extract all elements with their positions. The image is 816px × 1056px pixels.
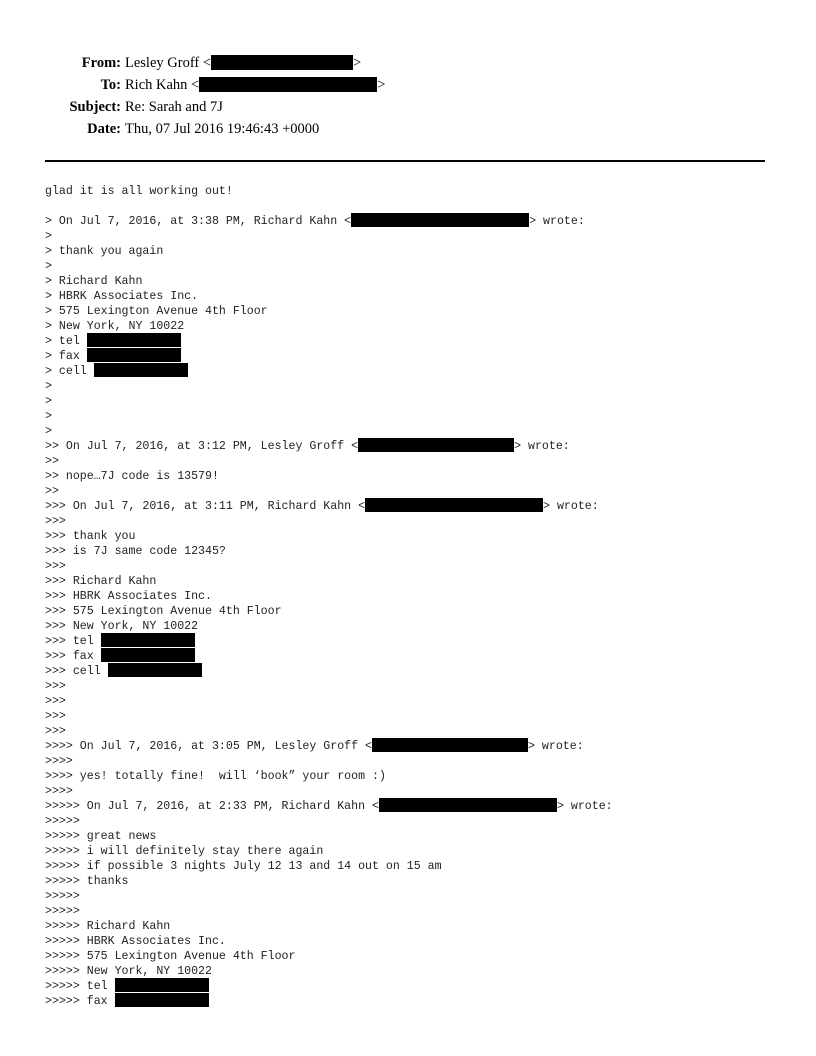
line-text-after: > wrote: (528, 740, 584, 754)
line-text: > cell (45, 365, 94, 379)
line-text: >>>>> great news (45, 830, 157, 843)
line-text: >>> (45, 680, 66, 693)
line-text: > New York, NY 10022 (45, 320, 185, 333)
line-text: >> On Jul 7, 2016, at 3:12 PM, Lesley Groff < (45, 440, 359, 454)
body-line (45, 529, 613, 544)
line-text: > On Jul 7, 2016, at 3:38 PM, Richard Kahn < (45, 215, 352, 229)
line-text: > HBRK Associates Inc. (45, 290, 199, 303)
body-line (45, 649, 613, 664)
line-text: >>> Richard Kahn (45, 575, 157, 588)
line-text: > (45, 425, 52, 438)
line-text: >>>>> fax (45, 995, 115, 1009)
email-header (0, 53, 385, 141)
line-text-after: > wrote: (543, 500, 599, 514)
subject-label: Subject: (69, 99, 121, 115)
body-line (45, 304, 613, 319)
date-value: Thu, 07 Jul 2016 19:46:43 +0000 (125, 121, 320, 137)
line-text: >>> thank you (45, 530, 136, 543)
body-line (45, 589, 613, 604)
line-text: >>>>> (45, 905, 80, 918)
redaction-block (199, 77, 377, 92)
line-text: >>> (45, 560, 66, 573)
line-text: >>> New York, NY 10022 (45, 620, 199, 633)
line-text: >>> tel (45, 635, 101, 649)
from-label: From: (81, 55, 121, 71)
date-label: Date: (87, 121, 121, 137)
body-line (45, 424, 613, 439)
redaction-block (379, 798, 557, 812)
subject-row (0, 97, 385, 119)
line-text: >>>>> (45, 890, 80, 903)
body-line (45, 379, 613, 394)
redaction-block (101, 633, 195, 647)
line-text: >>>>> HBRK Associates Inc. (45, 935, 226, 948)
line-text: >>> HBRK Associates Inc. (45, 590, 212, 603)
body-line (45, 919, 613, 934)
body-line (45, 439, 613, 454)
body-line (45, 544, 613, 559)
redaction-block (115, 993, 209, 1007)
to-value (125, 75, 385, 95)
body-line (45, 319, 613, 334)
body-line (45, 229, 613, 244)
redaction-block (365, 498, 543, 512)
redaction-block (372, 738, 528, 752)
body-line (45, 499, 613, 514)
date-row (0, 119, 385, 141)
body-line (45, 904, 613, 919)
body-line (45, 829, 613, 844)
body-line (45, 259, 613, 274)
line-text: >>>> (45, 785, 73, 798)
to-name: Rich Kahn < (125, 77, 200, 93)
line-text: > Richard Kahn (45, 275, 143, 288)
header-divider (45, 160, 765, 162)
line-text: >>> cell (45, 665, 108, 679)
line-text: >> (45, 485, 59, 498)
body-line (45, 799, 613, 814)
line-text: > 575 Lexington Avenue 4th Floor (45, 305, 268, 318)
line-text-after: > wrote: (514, 440, 570, 454)
body-line (45, 604, 613, 619)
to-label: To: (100, 77, 121, 93)
body-line (45, 619, 613, 634)
line-text: >>> is 7J same code 12345? (45, 545, 226, 558)
line-text: > (45, 230, 52, 243)
line-text: >>> 575 Lexington Avenue 4th Floor (45, 605, 282, 618)
body-line (45, 244, 613, 259)
body-line (45, 724, 613, 739)
line-text: > (45, 260, 52, 273)
line-text: > tel (45, 335, 87, 349)
line-text: >>>>> if possible 3 nights July 12 13 and 14 out on 15 am (45, 860, 442, 873)
body-line (45, 739, 613, 754)
body-line (45, 484, 613, 499)
line-text: >>>>> On Jul 7, 2016, at 2:33 PM, Richard Kahn < (45, 800, 379, 814)
body-line (45, 709, 613, 724)
redaction-block (211, 55, 353, 70)
redaction-block (351, 213, 529, 227)
redaction-block (87, 348, 181, 362)
from-row (0, 53, 385, 75)
line-text: >>> (45, 695, 66, 708)
line-text: >>>>> New York, NY 10022 (45, 965, 212, 978)
line-text: >>>> (45, 755, 73, 768)
body-line (45, 874, 613, 889)
body-line (45, 184, 613, 199)
redaction-block (115, 978, 209, 992)
body-line (45, 784, 613, 799)
line-text: > fax (45, 350, 87, 364)
subject-value: Re: Sarah and 7J (125, 99, 223, 115)
line-text: > (45, 395, 52, 408)
body-line (45, 664, 613, 679)
body-line (45, 454, 613, 469)
body-line (45, 409, 613, 424)
line-text: >> (45, 455, 59, 468)
line-text-after: > wrote: (529, 215, 585, 229)
line-text: >>>> yes! totally fine! will ‘book” your room :) (45, 770, 386, 783)
body-line (45, 814, 613, 829)
line-text: >>> (45, 725, 66, 738)
to-row (0, 75, 385, 97)
body-line (45, 754, 613, 769)
body-line (45, 964, 613, 979)
body-line (45, 289, 613, 304)
body-line (45, 979, 613, 994)
from-name: Lesley Groff < (125, 55, 212, 71)
line-text: > (45, 410, 52, 423)
body-line (45, 394, 613, 409)
body-line (45, 889, 613, 904)
line-text: >>>>> thanks (45, 875, 129, 888)
body-line (45, 574, 613, 589)
email-body (45, 184, 613, 1009)
body-line (45, 949, 613, 964)
body-line (45, 199, 613, 214)
line-text: >>> (45, 515, 66, 528)
redaction-block (87, 333, 181, 347)
line-text: > thank you again (45, 245, 164, 258)
line-text: >>>>> Richard Kahn (45, 920, 171, 933)
line-text: >> nope…7J code is 13579! (45, 470, 219, 483)
redaction-block (94, 363, 188, 377)
line-text: glad it is all working out! (45, 185, 233, 198)
redaction-block (108, 663, 202, 677)
body-line (45, 844, 613, 859)
body-line (45, 694, 613, 709)
body-line (45, 679, 613, 694)
body-line (45, 274, 613, 289)
body-line (45, 934, 613, 949)
from-value (125, 53, 361, 73)
body-line (45, 994, 613, 1009)
line-text: >>> (45, 710, 66, 723)
line-text: >>>> On Jul 7, 2016, at 3:05 PM, Lesley Groff < (45, 740, 372, 754)
body-line (45, 364, 613, 379)
body-line (45, 859, 613, 874)
line-text: >>>>> 575 Lexington Avenue 4th Floor (45, 950, 296, 963)
body-line (45, 559, 613, 574)
redaction-block (101, 648, 195, 662)
line-text: >>>>> tel (45, 980, 115, 994)
from-close: > (353, 55, 362, 71)
body-line (45, 634, 613, 649)
body-line (45, 349, 613, 364)
body-line (45, 769, 613, 784)
line-text-after: > wrote: (556, 800, 613, 814)
body-line (45, 469, 613, 484)
body-line (45, 334, 613, 349)
line-text: >>> On Jul 7, 2016, at 3:11 PM, Richard Kahn < (45, 500, 366, 514)
body-line (45, 514, 613, 529)
to-close: > (377, 77, 386, 93)
line-text: >>> fax (45, 650, 101, 664)
redaction-block (358, 438, 514, 452)
body-line (45, 214, 613, 229)
line-text: >>>>> i will definitely stay there again (45, 845, 324, 858)
line-text: > (45, 380, 52, 393)
line-text: >>>>> (45, 815, 80, 828)
